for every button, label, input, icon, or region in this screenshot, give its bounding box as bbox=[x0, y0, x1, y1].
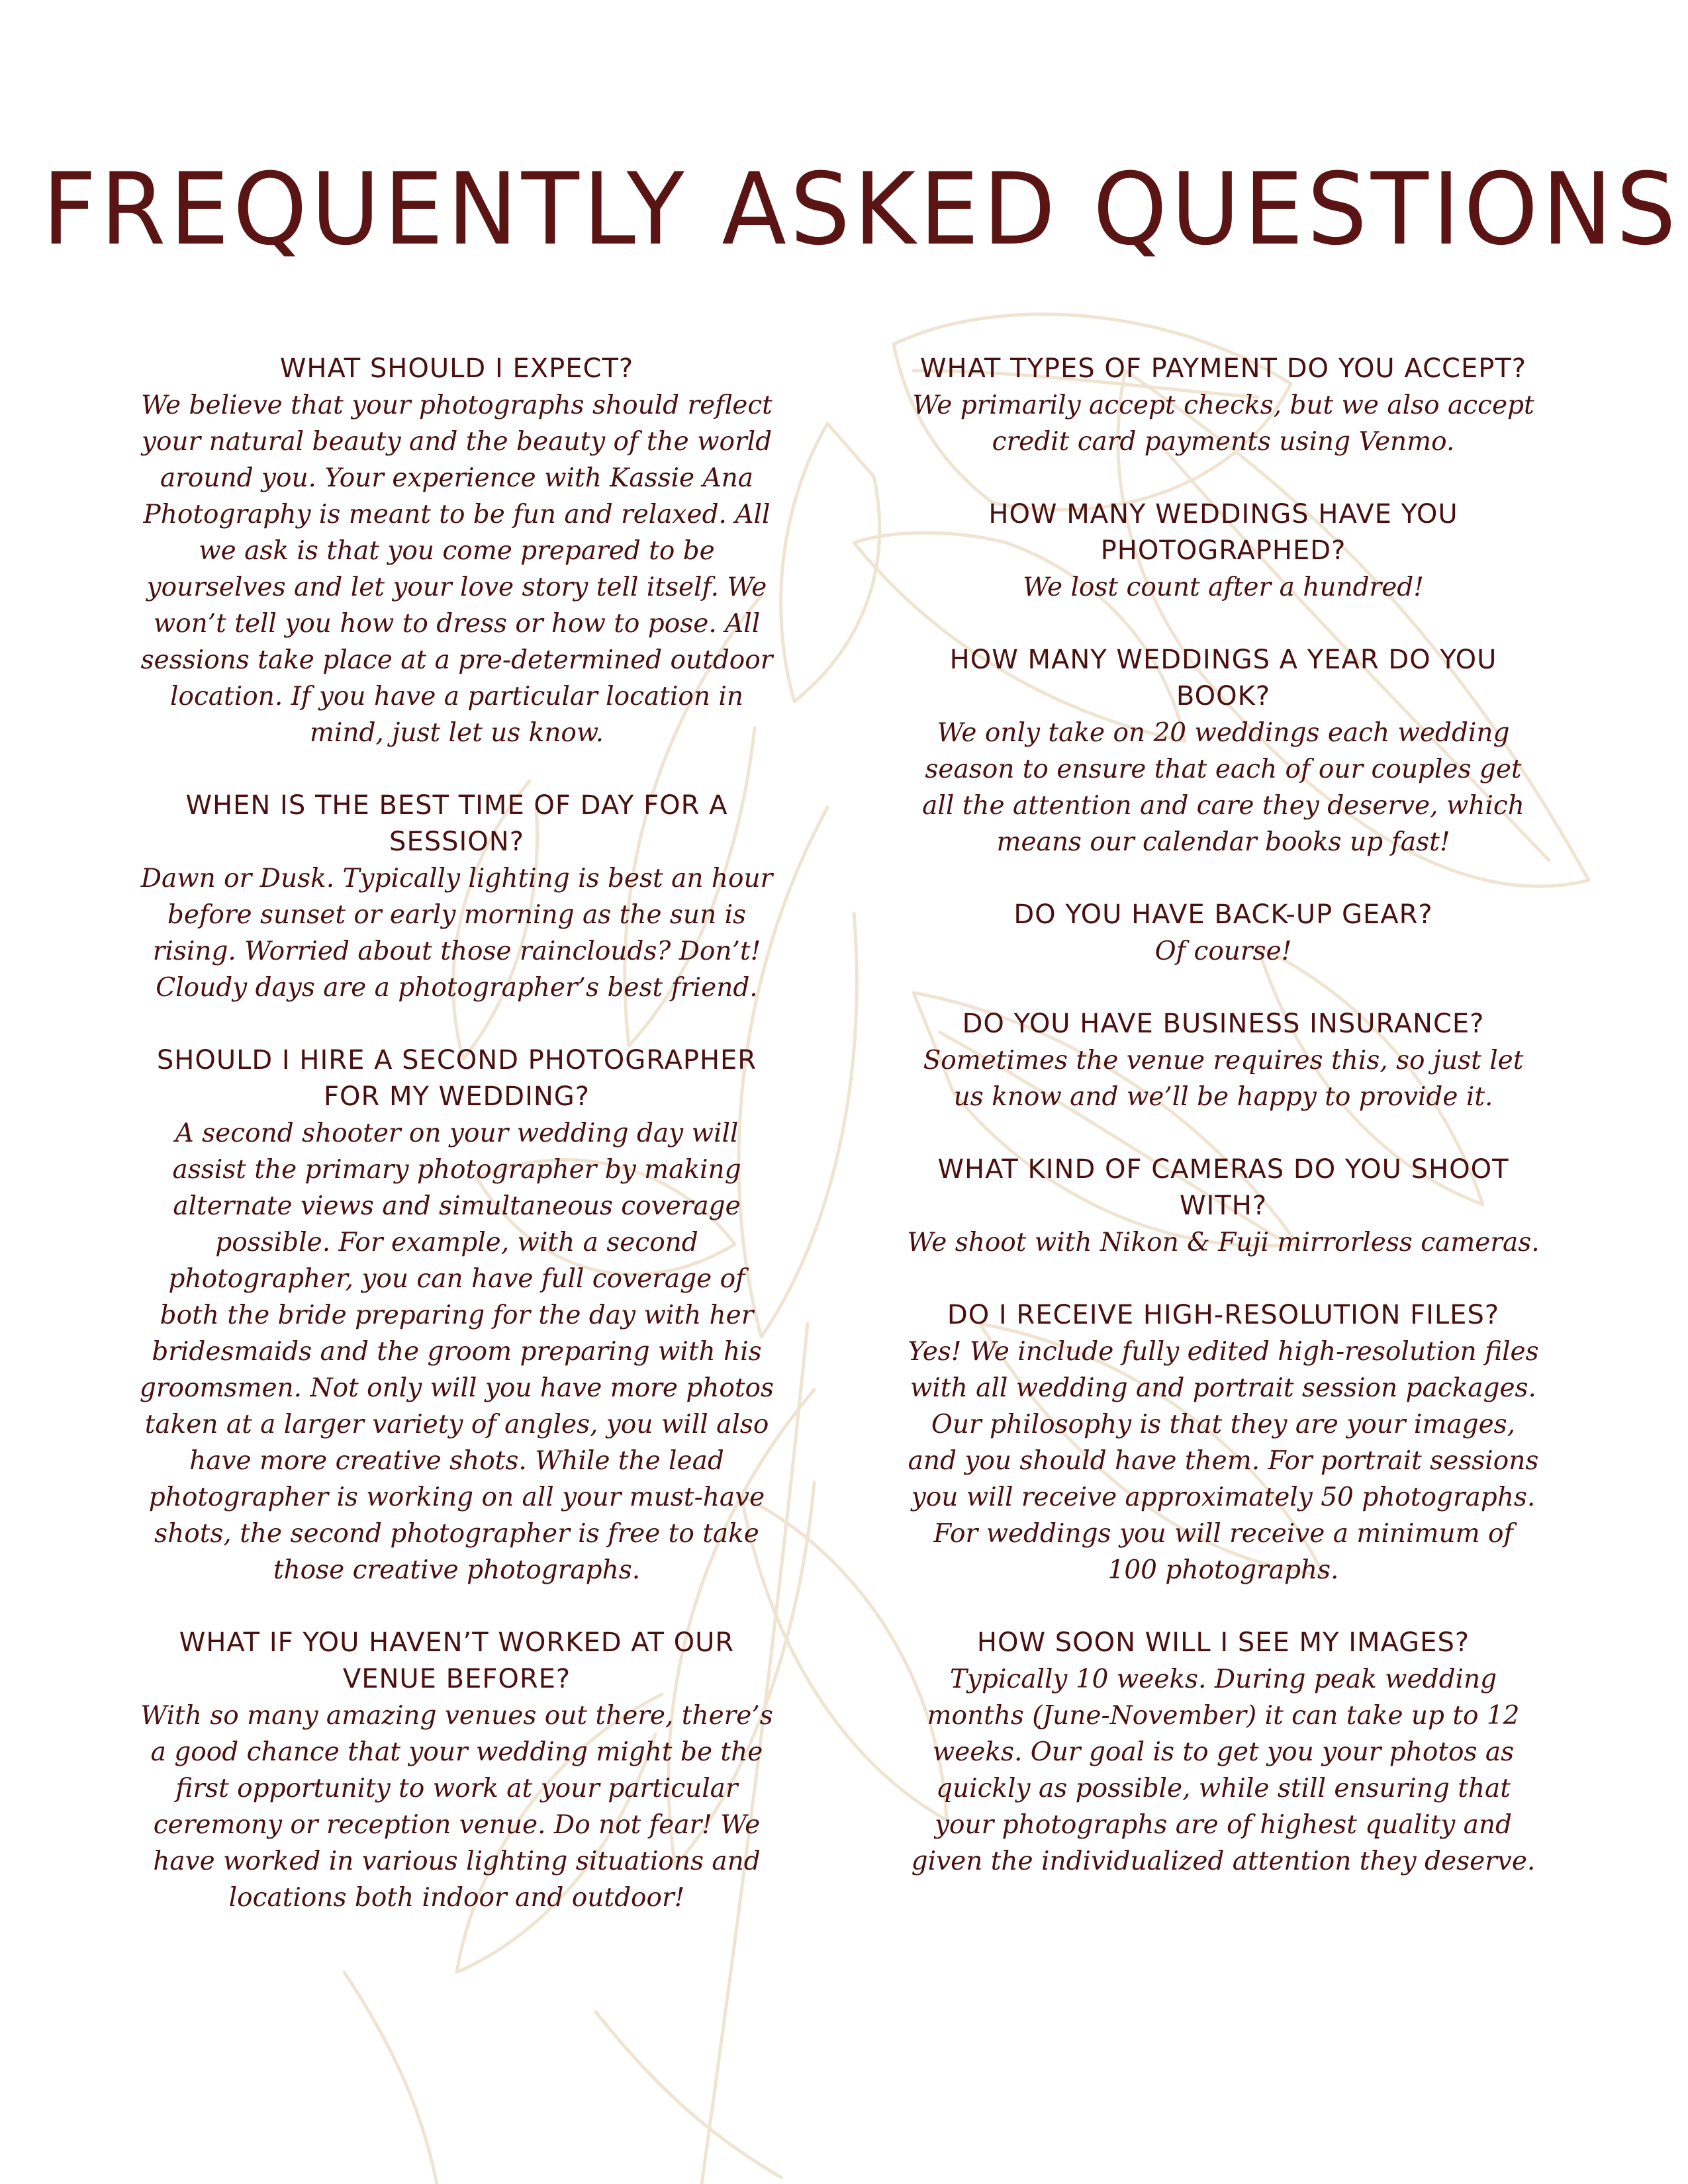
faq-item bbox=[906, 642, 1541, 860]
faq-item bbox=[906, 351, 1541, 460]
faq-question: HOW SOON WILL I SEE MY IMAGES? bbox=[976, 1627, 1470, 1658]
page-title: FREQUENTLY ASKED QUESTIONS bbox=[42, 152, 1680, 267]
faq-answer: With so many amazing venues out there, there’s a good chance that your wedding might be the first opportunity to work at your particular ceremony or reception venue. Do not fear! We have worked in various lighting situations and locations both indoor and outdoor! bbox=[140, 1701, 773, 1913]
faq-question: HOW MANY WEDDINGS HAVE YOU PHOTOGRAPHED? bbox=[988, 499, 1458, 566]
faq-item bbox=[139, 1625, 774, 1916]
faq-answer: We believe that your photographs should reflect your natural beauty and the beauty of the world around you. Your experience with Kassie Ana Photography is meant to be fun and relaxed. All we ask is that you come prepared to be yourselves and let your love story tell itself. We won’t tell you how to dress or how to pose. All sessions take place at a pre-determined outdoor location. If you have a particular location in mind, just let us know. bbox=[140, 390, 773, 748]
faq-item bbox=[906, 1006, 1541, 1115]
faq-answer: We lost count after a hundred! bbox=[1023, 572, 1424, 602]
faq-question: WHAT IF YOU HAVEN’T WORKED AT OUR VENUE BEFORE? bbox=[179, 1627, 735, 1694]
faq-question: WHAT KIND OF CAMERAS DO YOU SHOOT WITH? bbox=[937, 1154, 1509, 1221]
faq-question: DO YOU HAVE BUSINESS INSURANCE? bbox=[962, 1009, 1485, 1039]
faq-item bbox=[139, 1042, 774, 1588]
faq-answer: Typically 10 weeks. During peak wedding months (June-November) it can take up to 12 weeks. Our goal is to get you your photos as quickly as possible, while still ensuring that your photographs are of highest quality and given the individualized attention they deserve. bbox=[911, 1664, 1536, 1876]
faq-item bbox=[906, 1625, 1541, 1880]
faq-item bbox=[906, 897, 1541, 970]
faq-question: WHAT TYPES OF PAYMENT DO YOU ACCEPT? bbox=[919, 353, 1527, 384]
left-faq-column bbox=[139, 351, 774, 1952]
faq-question: DO I RECEIVE HIGH-RESOLUTION FILES? bbox=[947, 1300, 1500, 1330]
faq-answer: We primarily accept checks, but we also accept credit card payments using Venmo. bbox=[912, 390, 1534, 457]
right-faq-column bbox=[906, 351, 1541, 1916]
faq-question: DO YOU HAVE BACK-UP GEAR? bbox=[1013, 899, 1433, 930]
faq-question: SHOULD I HIRE A SECOND PHOTOGRAPHER FOR MY WEDDING? bbox=[156, 1045, 757, 1112]
faq-answer: Yes! We include fully edited high-resolution files with all wedding and portrait session packages. Our philosophy is that they are your images, and you should have them. For portrait sessions you will receive approximately 50 photographs. For weddings you will receive a minimum of 100 photographs. bbox=[908, 1337, 1539, 1585]
faq-item bbox=[139, 788, 774, 1006]
faq-item bbox=[906, 496, 1541, 606]
faq-item bbox=[139, 351, 774, 751]
faq-question: WHAT SHOULD I EXPECT? bbox=[279, 353, 634, 384]
faq-item bbox=[906, 1152, 1541, 1261]
faq-answer: A second shooter on your wedding day will assist the primary photographer by making alternate views and simultaneous coverage possible. For example, with a second photographer, you can have full coverage of both the bride preparing for the day with her bridesmaids and the groom preparing with his groomsmen. Not only will you have more photos taken at a larger variety of angles, you will also have more creative shots. While the lead photographer is working on all your must-have shots, the second photographer is free to take those creative photographs. bbox=[139, 1118, 774, 1585]
faq-answer: We only take on 20 weddings each wedding season to ensure that each of our couples get all the attention and care they deserve, which means our calendar books up fast! bbox=[922, 718, 1524, 857]
faq-question: WHEN IS THE BEST TIME OF DAY FOR A SESSION? bbox=[185, 790, 728, 857]
faq-answer: Of course! bbox=[1154, 936, 1292, 966]
faq-question: HOW MANY WEDDINGS A YEAR DO YOU BOOK? bbox=[949, 645, 1497, 711]
faq-item bbox=[906, 1297, 1541, 1588]
faq-answer: Sometimes the venue requires this, so just let us know and we’ll be happy to provide it. bbox=[923, 1046, 1524, 1112]
faq-answer: Dawn or Dusk. Typically lighting is best an hour before sunset or early morning as the sun is rising. Worried about those rainclouds? Don’t! Cloudy days are a photographer’s best friend. bbox=[140, 864, 773, 1003]
faq-answer: We shoot with Nikon & Fuji mirrorless cameras. bbox=[907, 1228, 1540, 1257]
